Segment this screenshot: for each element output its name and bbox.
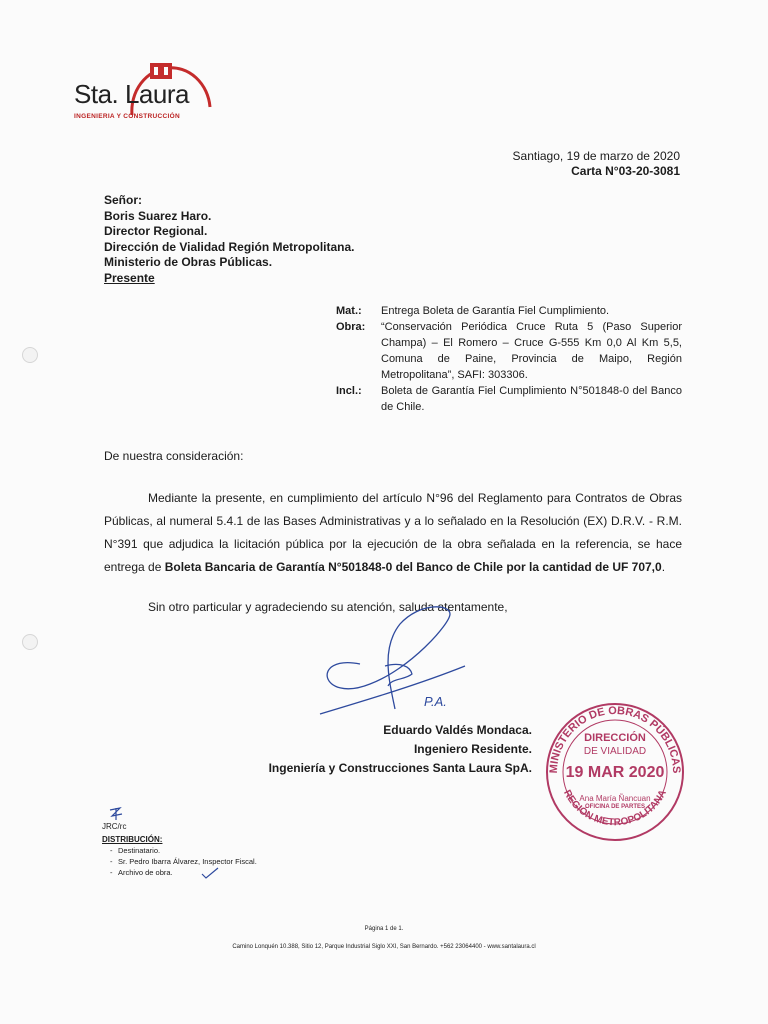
body-paragraph <box>104 487 682 579</box>
checkmark-icon <box>200 866 220 880</box>
reference-key: Obra: <box>336 321 366 333</box>
reference-row <box>336 319 682 383</box>
addressee-office: Dirección de Vialidad Región Metropolitana. <box>104 239 355 254</box>
salutation: Señor: <box>104 193 143 207</box>
initials-scribble-icon <box>108 806 124 822</box>
distribution-title: DISTRIBUCIÓN: <box>102 835 163 844</box>
logo-wordmark: Sta. Laura <box>74 79 189 109</box>
addressee-ministry: Ministerio de Obras Públicas. <box>104 255 273 269</box>
signature-pa: P.A. <box>424 694 447 709</box>
addressee-name: Boris Suarez Haro. <box>104 208 212 223</box>
greeting: De nuestra consideración: <box>104 449 244 463</box>
reference-value: Entrega Boleta de Garantía Fiel Cumplimiento. <box>381 305 610 317</box>
list-item: - Sr. Pedro Ibarra Álvarez, Inspector Fiscal. <box>118 856 257 867</box>
distribution-list <box>118 845 257 878</box>
reference-value: Boleta de Garantía Fiel Cumplimiento N°501848-0 del Banco de Chile. <box>381 385 682 413</box>
reference-row <box>336 303 682 319</box>
list-item: - Destinatario. <box>118 845 257 856</box>
closing-line: Sin otro particular y agradeciendo su atención, saluda atentamente, <box>148 600 508 614</box>
list-item: - Archivo de obra. <box>118 867 257 878</box>
addressee-block <box>104 193 355 286</box>
initials: JRC/rc <box>102 822 127 831</box>
stamp-office: OFICINA DE PARTES <box>584 804 645 810</box>
punch-hole-top <box>22 347 38 363</box>
stamp-signer: Ana María Ñancuan <box>579 794 651 803</box>
stamp-ring-top: MINISTERIO DE OBRAS PÚBLICAS <box>547 704 683 774</box>
reference-value: “Conservación Periódica Cruce Ruta 5 (Paso Superior Champa) – El Romero – Cruce G-555 Km 0,0 Al Km 5,5, Comuna de Paine, Provincia de Maipo, Región Metropolitana”, SAFI: 303306. <box>381 321 682 381</box>
stamp-line1: DIRECCIÓN <box>584 732 646 744</box>
reception-stamp <box>543 700 687 844</box>
handwritten-signature <box>300 604 480 724</box>
body-bold-text: Boleta Bancaria de Garantía N°501848-0 del Banco de Chile por la cantidad de UF 707,0 <box>164 560 662 574</box>
company-logo <box>70 55 230 125</box>
stamp-line2: DE VIALIDAD <box>583 746 647 757</box>
reference-row <box>336 383 682 415</box>
page-footer: Camino Lonquén 10.388, Sitio 12, Parque Industrial Siglo XXI, San Bernardo. +562 23064400 - www.santalaura.cl <box>232 944 536 950</box>
page-number: Página 1 de 1. <box>364 926 404 932</box>
signature-block <box>250 721 532 778</box>
signer-name: Eduardo Valdés Mondaca. <box>383 723 532 737</box>
addressee-role: Director Regional. <box>104 224 208 238</box>
punch-hole-bottom <box>22 634 38 650</box>
letter-body <box>104 487 682 579</box>
letter-date: Santiago, 19 de marzo de 2020 <box>512 149 680 163</box>
logo-subtitle: INGENIERIA Y CONSTRUCCIÓN <box>74 113 180 120</box>
letter-number: Carta N°03-20-3081 <box>571 164 680 178</box>
reference-key: Mat.: <box>336 305 362 317</box>
stamp-date: 19 MAR 2020 <box>565 764 665 781</box>
reference-block <box>336 303 682 415</box>
body-text: Mediante la presente, en cumplimiento del artículo N°96 del Reglamento para Contratos de Obras Públicas, al numeral 5.4.1 de las Bases Administrativas y a lo señalado en la Resolución (EX) D.R.V. - R.M. N°391 que adjudica la licitación pública por la ejecución de la obra señalada en la referencia, se hace entrega de <box>104 491 682 574</box>
presente-label: Presente <box>104 270 155 285</box>
signer-company: Ingeniería y Construcciones Santa Laura SpA. <box>268 761 532 775</box>
reference-key: Incl.: <box>336 385 362 397</box>
stamp-ring-bottom: REGIÓN METROPOLITANA <box>561 788 669 829</box>
body-end: . <box>661 560 666 574</box>
signer-title: Ingeniero Residente. <box>413 742 532 756</box>
